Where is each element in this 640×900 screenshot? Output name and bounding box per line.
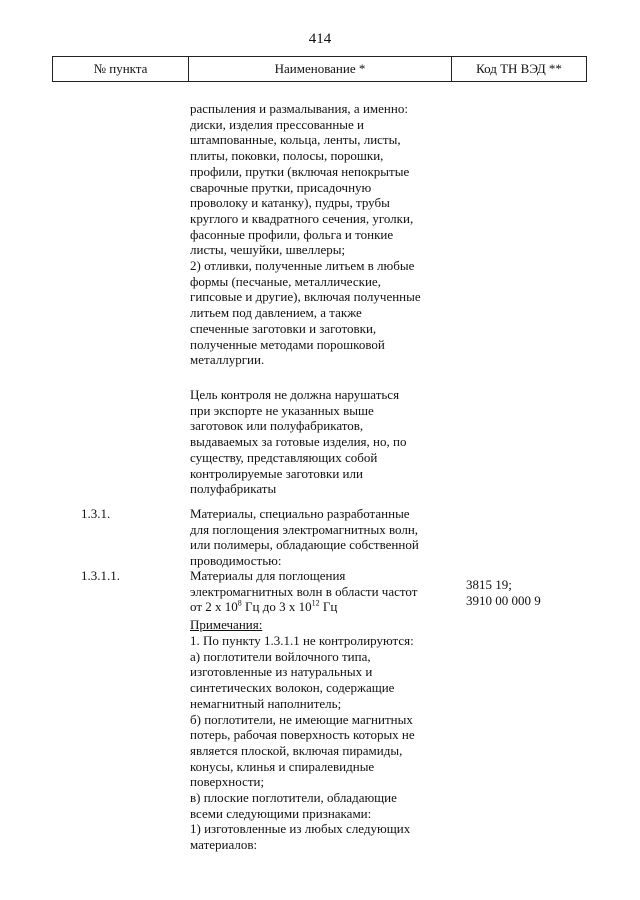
control-note: Цель контроля не должна нарушаться при экспорте не указанных выше заготовок или полуфабрикатов, выдаваемых за готовые изделия, но, по существу, представляющих собой контролируемые заготовки или полуфабрикаты xyxy=(190,387,407,497)
notes-title: Примечания: xyxy=(190,617,263,632)
header-item-number: № пункта xyxy=(53,57,189,81)
item-text-1-3-1: Материалы, специально разработанные для поглощения электромагнитных волн, или полимеры, обладающие собственной проводимостью: xyxy=(190,506,419,569)
header-name: Наименование * xyxy=(189,57,452,81)
item-number-1-3-1-1: 1.3.1.1. xyxy=(81,568,120,583)
continuation-text: распыления и размалывания, а именно: диски, изделия прессованные и штампованные, кольца, ленты, листы, плиты, поковки, полосы, порошки, профили, прутки (включая непокрытые сварочные прутки, присадочную проволоку и катанку), пудры, трубы круглого и квадратного сечения, уголки, фасонные профили, фольга и тонкие листы, чешуйки, швеллеры; 2) отливки, полученные литьем в любые формы (песчаные, металлические, гипсовые и другие), включая полученные литьем под давлением, а также спеченные заготовки и заготовки, полученные методами порошковой металлургии. xyxy=(190,101,421,368)
frequency-range xyxy=(190,599,337,614)
item-text-1-3-1-1 xyxy=(190,568,460,615)
frequency-from: от 2 x 10 xyxy=(190,599,238,615)
notes-text: 1. По пункту 1.3.1.1 не контролируются: а) поглотители войлочного типа, изготовленные из натуральных и синтетических волокон, содержащие немагнитный наполнитель; б) поглотители, не имеющие магнитных потерь, рабочая поверхность которых не является плоской, включая пирамиды, конусы, клинья и спиралевидные поверхности; в) плоские поглотители, обладающие всеми следующими признаками: 1) изготовленные из любых следующих материалов: xyxy=(190,633,415,853)
item-number-1-3-1: 1.3.1. xyxy=(81,506,111,521)
tnved-code-1-3-1-1: 3815 19; 3910 00 000 9 xyxy=(466,577,541,608)
header-code: Код ТН ВЭД ** xyxy=(476,61,562,76)
item-text-1-3-1-1-lines: Материалы для поглощения электромагнитных волн в области частот xyxy=(190,568,418,599)
page-number: 414 xyxy=(308,31,332,47)
frequency-unit: Гц xyxy=(319,599,338,615)
exponent-8: 8 xyxy=(237,599,242,609)
frequency-to: Гц до 3 x 10 xyxy=(241,599,312,615)
exponent-12: 12 xyxy=(311,599,320,609)
